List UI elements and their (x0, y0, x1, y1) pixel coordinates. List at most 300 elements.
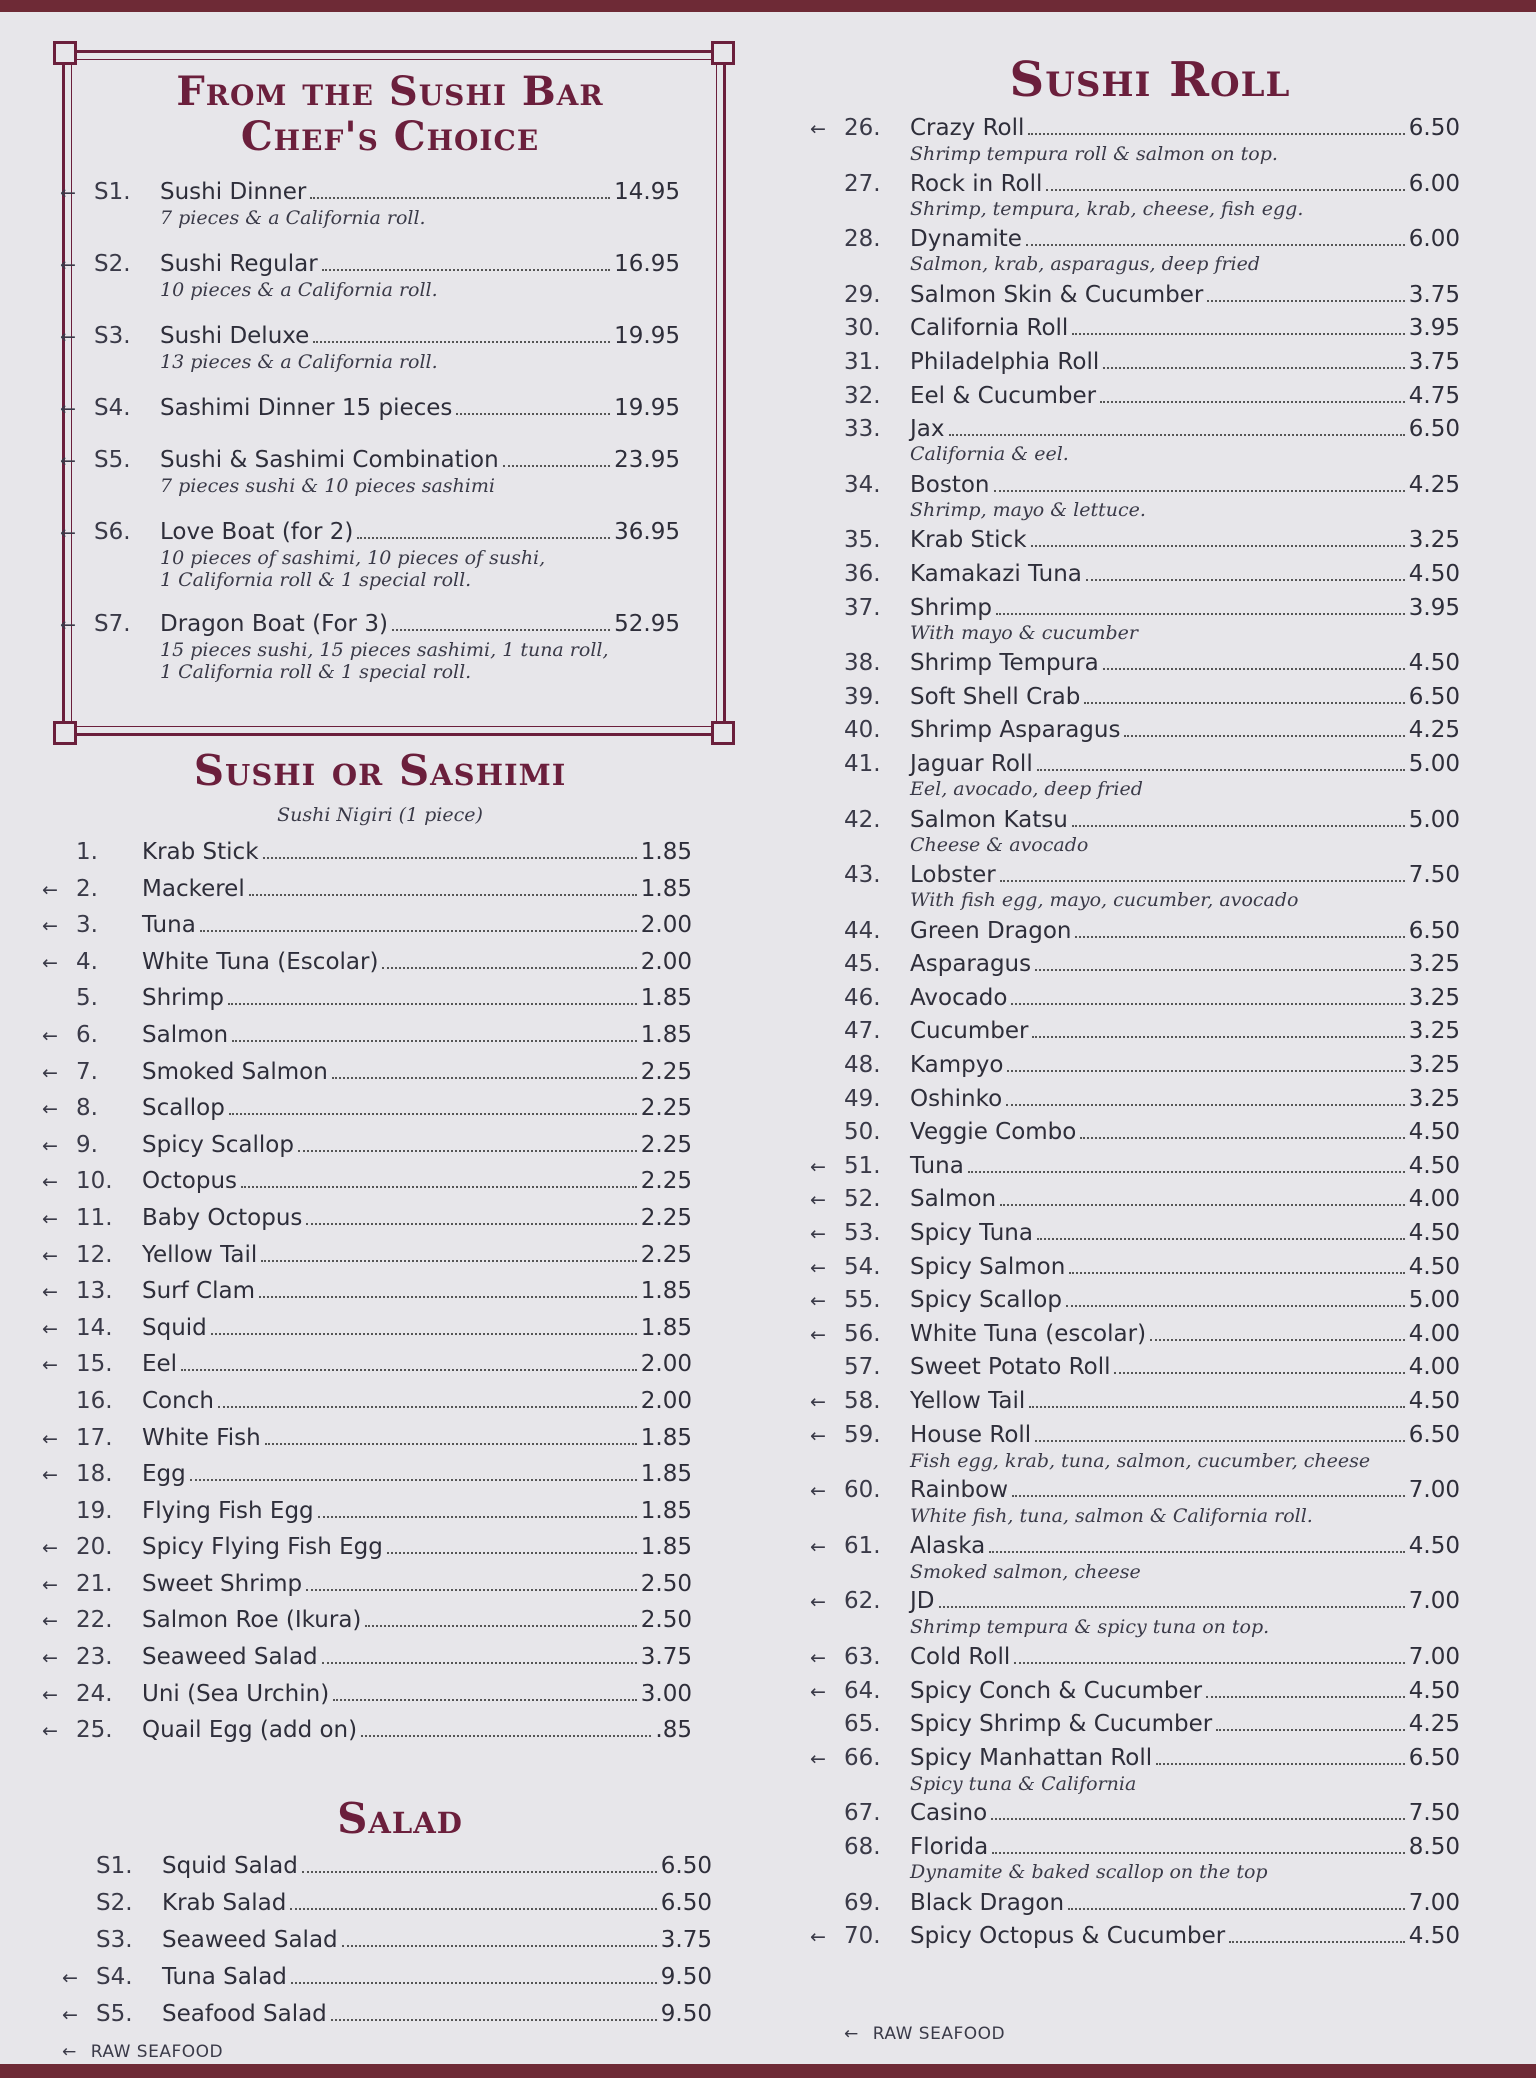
item-name: Krab Stick (142, 839, 259, 865)
raw-marker-icon: ← (42, 1207, 58, 1230)
item-number: S4. (96, 1964, 133, 1990)
menu-item (810, 560, 1460, 594)
item-price: 3.25 (1408, 984, 1460, 1011)
item-price: 2.50 (640, 1607, 692, 1634)
raw-marker-icon: ← (810, 1223, 826, 1246)
item-number: 37. (844, 594, 881, 621)
menu-item (42, 1277, 692, 1314)
menu-item (810, 1833, 1460, 1889)
menu-item-row (810, 1587, 1460, 1616)
raw-marker-icon: ← (810, 1424, 826, 1447)
raw-marker-icon: ← (810, 1323, 826, 1346)
leader-dots (1014, 1662, 1405, 1664)
item-description: Eel, avocado, deep fried (910, 777, 1143, 800)
item-name: Spicy Tuna (910, 1220, 1033, 1247)
menu-item (42, 1643, 692, 1680)
item-description: White fish, tuna, salmon & California roll. (910, 1505, 1313, 1528)
item-name: White Fish (142, 1424, 261, 1451)
item-number: 8. (76, 1095, 98, 1122)
item-price: 4.50 (1408, 1119, 1460, 1146)
menu-item-row (62, 1852, 712, 1880)
menu-item (810, 1710, 1460, 1744)
menu-item (810, 225, 1460, 281)
item-description: With mayo & cucumber (910, 621, 1138, 644)
raw-marker-icon: ← (810, 1290, 826, 1313)
menu-item-row (60, 446, 680, 475)
item-name: Eel (142, 1351, 178, 1378)
menu-item-row (42, 1241, 692, 1270)
item-name: California Roll (910, 315, 1069, 342)
leader-dots (1103, 668, 1405, 670)
menu-item (810, 1219, 1460, 1253)
raw-marker-icon: ← (810, 1391, 826, 1413)
legend-label: RAW SEAFOOD (90, 2042, 224, 2062)
item-number: 57. (844, 1354, 881, 1381)
item-price: 1.85 (640, 1497, 692, 1524)
nigiri-list (42, 838, 692, 1753)
item-price: 1.85 (640, 1278, 692, 1305)
menu-item (42, 1606, 692, 1643)
menu-item-row (810, 1253, 1460, 1282)
menu-item (810, 1421, 1460, 1477)
menu-item-row (42, 1350, 692, 1379)
leader-dots (1103, 367, 1405, 369)
menu-item (810, 170, 1460, 226)
menu-item (42, 1021, 692, 1058)
item-number: 24. (76, 1680, 113, 1707)
item-number: S1. (96, 1853, 133, 1879)
item-price: 1.85 (640, 839, 692, 865)
menu-item-row (810, 1744, 1460, 1773)
item-price: 1.85 (640, 985, 692, 1012)
menu-item-row (60, 394, 680, 423)
item-price: 16.95 (614, 251, 680, 277)
item-price: 3.00 (640, 1680, 692, 1707)
raw-marker-icon: ← (42, 1464, 58, 1487)
item-number: S4. (94, 395, 131, 421)
item-number: 53. (844, 1220, 881, 1247)
item-price: 2.25 (640, 1204, 692, 1231)
menu-item (62, 1889, 712, 1926)
menu-item (42, 1058, 692, 1095)
menu-item (810, 984, 1460, 1018)
leader-dots (181, 1369, 637, 1371)
menu-item (810, 471, 1460, 527)
item-number: 7. (76, 1058, 98, 1085)
leader-dots (1080, 1137, 1404, 1139)
item-description: 7 pieces & a California roll. (160, 207, 426, 229)
item-number: 59. (844, 1421, 881, 1448)
leader-dots (261, 1260, 637, 1262)
raw-marker-icon: ← (62, 1967, 78, 1989)
menu-item (62, 1852, 712, 1889)
menu-item (60, 394, 680, 446)
leader-dots (503, 465, 610, 467)
item-name: Black Dragon (910, 1889, 1065, 1916)
raw-marker-icon: ← (60, 326, 76, 348)
leader-dots (392, 629, 610, 631)
leader-dots (342, 1945, 657, 1947)
leader-dots (1000, 1204, 1405, 1206)
menu-item-row (62, 1889, 712, 1917)
item-name: White Tuna (escolar) (910, 1320, 1147, 1347)
item-price: 4.50 (1408, 1923, 1460, 1950)
item-price: 2.25 (640, 1095, 692, 1122)
item-description: 1 California roll & 1 special roll. (160, 661, 472, 683)
raw-marker-icon: ← (810, 1591, 826, 1614)
item-price: 2.25 (640, 1058, 692, 1085)
item-name: Salmon Katsu (910, 806, 1068, 833)
item-price: 5.00 (1408, 1287, 1460, 1314)
menu-item-row (810, 1677, 1460, 1706)
raw-marker-icon: ← (60, 450, 76, 472)
menu-item-row (60, 518, 680, 547)
item-name: Kamakazi Tuna (910, 560, 1082, 587)
item-price: 4.50 (1408, 1388, 1460, 1414)
item-description: Shrimp, tempura, krab, cheese, fish egg. (910, 197, 1304, 220)
item-price: 14.95 (614, 179, 680, 205)
menu-item-row (810, 750, 1460, 778)
raw-marker-icon: ← (42, 1354, 58, 1377)
leader-dots (1114, 1372, 1404, 1374)
item-name: Krab Stick (910, 527, 1027, 554)
rolls-title: Sushi Roll (1009, 52, 1291, 108)
item-name: Rock in Roll (910, 170, 1043, 197)
item-price: 4.50 (1408, 1220, 1460, 1247)
item-number: 35. (844, 527, 881, 554)
item-name: Boston (910, 471, 990, 498)
item-number: 31. (844, 348, 881, 375)
menu-item (810, 1476, 1460, 1532)
menu-item-row (810, 950, 1460, 978)
menu-item (810, 314, 1460, 348)
menu-item (42, 948, 692, 985)
chef-title-line1: From the Sushi Bar (176, 68, 604, 115)
menu-item-row (810, 1085, 1460, 1113)
item-price: 5.00 (1408, 806, 1460, 833)
leader-dots (1066, 1305, 1405, 1307)
item-price: 6.50 (1408, 917, 1460, 944)
leader-dots (1156, 1763, 1405, 1765)
item-number: S1. (94, 179, 131, 205)
item-name: Squid (142, 1314, 207, 1341)
raw-marker-icon: ← (42, 1537, 58, 1560)
item-number: 16. (76, 1387, 113, 1414)
item-number: 58. (844, 1388, 881, 1414)
item-price: 19.95 (614, 323, 680, 349)
corner-ornament (711, 41, 735, 65)
item-description: 1 California roll & 1 special roll. (160, 569, 472, 591)
item-name: Salmon (910, 1186, 997, 1213)
item-number: 21. (76, 1570, 113, 1597)
item-description: Shrimp tempura roll & salmon on top. (910, 143, 1278, 165)
item-name: Seaweed Salad (162, 1927, 338, 1953)
item-price: 2.25 (640, 1168, 692, 1195)
menu-item (810, 1118, 1460, 1152)
leader-dots (1072, 333, 1404, 335)
item-number: 26. (844, 115, 881, 141)
item-price: .85 (655, 1717, 692, 1744)
item-description: Fish egg, krab, tuna, salmon, cucumber, cheese (910, 1449, 1371, 1472)
raw-marker-icon: ← (42, 951, 58, 974)
item-name: Scallop (142, 1095, 225, 1122)
raw-marker-icon: ← (42, 1098, 58, 1121)
item-name: Spicy Conch & Cucumber (910, 1677, 1203, 1704)
item-price: 4.25 (1408, 1711, 1460, 1738)
menu-item-row (810, 471, 1460, 499)
menu-item (810, 526, 1460, 560)
menu-item (810, 1532, 1460, 1588)
raw-marker-icon: ← (810, 1680, 826, 1703)
menu-item (810, 917, 1460, 951)
item-description: 10 pieces of sashimi, 10 pieces of sushi, (160, 547, 546, 569)
leader-dots (241, 1186, 637, 1188)
item-number: 68. (844, 1833, 881, 1860)
leader-dots (1229, 1941, 1405, 1943)
chef-title-line2: Chef's Choice (240, 113, 540, 160)
menu-item-row (42, 1643, 692, 1672)
item-number: S5. (94, 447, 131, 473)
menu-item (42, 838, 692, 875)
item-number: 23. (76, 1644, 113, 1671)
menu-item (42, 1497, 692, 1534)
item-price: 3.25 (1408, 1052, 1460, 1079)
item-price: 2.00 (640, 1387, 692, 1414)
item-number: 5. (76, 985, 98, 1012)
item-name: Shrimp Asparagus (910, 717, 1121, 744)
menu-item-row (62, 1963, 712, 1992)
raw-marker-icon: ← (60, 254, 76, 276)
item-price: 6.50 (660, 1890, 712, 1916)
menu-item-row (60, 610, 680, 639)
raw-marker-icon: ← (42, 1427, 58, 1450)
raw-seafood-legend (844, 2024, 1005, 2044)
leader-dots (200, 930, 637, 932)
menu-item (810, 1587, 1460, 1643)
menu-item-row (42, 1314, 692, 1343)
item-number: S5. (96, 2001, 133, 2027)
leader-dots (306, 1223, 636, 1225)
item-name: Spicy Salmon (910, 1253, 1066, 1280)
leader-dots (265, 1443, 637, 1445)
item-price: 3.95 (1408, 315, 1460, 342)
item-description: 13 pieces & a California roll. (160, 351, 438, 373)
raw-marker-icon: ← (42, 1134, 58, 1157)
raw-marker-icon: ← (810, 1747, 826, 1770)
raw-marker-icon: ← (810, 1256, 826, 1279)
menu-item-row (810, 1889, 1460, 1917)
item-price: 4.25 (1408, 717, 1460, 744)
item-name: Yellow Tail (142, 1241, 258, 1268)
menu-item-row (810, 314, 1460, 342)
menu-item-row (62, 1926, 712, 1954)
item-price: 1.85 (640, 1461, 692, 1488)
menu-item (42, 1241, 692, 1278)
menu-item (42, 1350, 692, 1387)
leader-dots (1035, 1440, 1405, 1442)
item-description: Cheese & avocado (910, 833, 1089, 856)
item-name: Green Dragon (910, 917, 1072, 944)
leader-dots (331, 2019, 657, 2021)
menu-item (810, 1643, 1460, 1677)
menu-item-row (42, 1021, 692, 1050)
raw-marker-icon: ← (810, 1155, 826, 1178)
menu-item (810, 1152, 1460, 1186)
menu-item-row (810, 1532, 1460, 1561)
leader-dots (228, 1003, 637, 1005)
raw-marker-icon: ← (60, 522, 76, 544)
leader-dots (332, 1077, 637, 1079)
leader-dots (333, 1699, 637, 1701)
menu-item-row (42, 1058, 692, 1087)
raw-marker-icon: ← (844, 2024, 859, 2044)
item-price: 2.00 (640, 1351, 692, 1378)
item-price: 1.85 (640, 1021, 692, 1048)
item-price: 6.00 (1408, 170, 1460, 197)
menu-item-row (42, 1131, 692, 1160)
raw-marker-icon: ← (810, 1646, 826, 1669)
raw-marker-icon: ← (42, 1061, 58, 1084)
raw-marker-icon: ← (62, 2004, 78, 2026)
menu-item (810, 114, 1460, 170)
item-name: Egg (142, 1461, 186, 1488)
item-name: Cold Roll (910, 1643, 1011, 1670)
item-number: 19. (76, 1497, 113, 1524)
item-name: Shrimp (910, 594, 993, 621)
raw-marker-icon: ← (42, 1281, 58, 1304)
item-description: Shrimp, mayo & lettuce. (910, 498, 1146, 521)
leader-dots (263, 857, 637, 859)
leader-dots (306, 1589, 637, 1591)
item-name: Seaweed Salad (142, 1644, 318, 1671)
item-price: 6.50 (660, 1853, 712, 1879)
item-name: Octopus (142, 1168, 237, 1195)
item-number: 33. (844, 416, 881, 443)
menu-item-row (60, 178, 680, 207)
item-price: 2.25 (640, 1131, 692, 1158)
leader-dots (456, 413, 610, 415)
item-number: 44. (844, 917, 881, 944)
menu-item-row (810, 1286, 1460, 1315)
item-description: Spicy tuna & California (910, 1772, 1137, 1795)
menu-item (60, 322, 680, 394)
leader-dots (1000, 880, 1405, 882)
item-name: Conch (142, 1387, 214, 1414)
leader-dots (357, 537, 610, 539)
menu-item-row (810, 1710, 1460, 1738)
menu-item-row (42, 984, 692, 1012)
leader-dots (1072, 825, 1405, 827)
leader-dots (1035, 969, 1405, 971)
menu-item (42, 1131, 692, 1168)
menu-item-row (810, 560, 1460, 588)
menu-item (42, 1570, 692, 1607)
leader-dots (994, 490, 1405, 492)
item-description: Salmon, krab, asparagus, deep fried (910, 253, 1261, 276)
item-number: 48. (844, 1052, 881, 1079)
menu-item (42, 1424, 692, 1461)
item-name: Flying Fish Egg (142, 1497, 314, 1524)
item-price: 7.00 (1408, 1477, 1460, 1504)
menu-item-row (810, 806, 1460, 834)
menu-item-row (810, 1833, 1460, 1861)
item-number: 29. (844, 281, 881, 308)
menu-item-row (810, 1320, 1460, 1349)
menu-item-row (42, 1277, 692, 1306)
item-number: S3. (96, 1927, 133, 1953)
menu-item (60, 178, 680, 250)
item-description: Shrimp tempura & spicy tuna on top. (910, 1616, 1270, 1639)
leader-dots (291, 1982, 657, 1984)
leader-dots (290, 1908, 656, 1910)
item-name: Dynamite (910, 226, 1022, 253)
item-price: 4.75 (1408, 382, 1460, 409)
menu-item-row (42, 875, 692, 904)
menu-item (810, 348, 1460, 382)
item-price: 2.25 (640, 1241, 692, 1268)
item-name: Casino (910, 1800, 988, 1827)
item-name: Tuna (910, 1152, 964, 1179)
raw-marker-icon: ← (60, 614, 76, 636)
item-price: 4.00 (1408, 1354, 1460, 1381)
item-price: 3.25 (1408, 527, 1460, 554)
menu-item (810, 1353, 1460, 1387)
leader-dots (1026, 244, 1405, 246)
item-number: 34. (844, 471, 881, 498)
item-number: S2. (96, 1890, 133, 1916)
menu-item (810, 1889, 1460, 1923)
menu-item (62, 2000, 712, 2037)
menu-item-row (810, 1353, 1460, 1381)
item-price: 19.95 (614, 395, 680, 421)
item-price: 8.50 (1408, 1833, 1460, 1860)
menu-page (0, 12, 1536, 2064)
item-number: S7. (94, 611, 131, 637)
menu-item-row (810, 1219, 1460, 1248)
item-name: Spicy Octopus & Cucumber (910, 1923, 1226, 1950)
item-price: 4.00 (1408, 1320, 1460, 1347)
item-number: 46. (844, 984, 881, 1011)
leader-dots (1068, 1908, 1405, 1910)
item-number: 65. (844, 1711, 881, 1738)
menu-item-row (42, 1387, 692, 1415)
menu-item (42, 1314, 692, 1351)
salad-list (62, 1852, 712, 2037)
item-number: 43. (844, 862, 881, 889)
leader-dots (1046, 189, 1404, 191)
item-number: 2. (76, 875, 98, 902)
item-number: 9. (76, 1131, 98, 1158)
item-name: Mackerel (142, 875, 245, 902)
raw-marker-icon: ← (810, 1480, 826, 1503)
leader-dots (310, 197, 610, 199)
leader-dots (322, 1662, 637, 1664)
item-number: 52. (844, 1186, 881, 1213)
item-price: 1.85 (640, 1314, 692, 1341)
menu-item-row (810, 917, 1460, 945)
item-price: 1.85 (640, 1424, 692, 1451)
item-price: 4.50 (1408, 1152, 1460, 1179)
nigiri-subtitle: Sushi Nigiri (1 piece) (277, 804, 483, 826)
item-name: Quail Egg (add on) (142, 1717, 358, 1744)
item-name: Avocado (910, 984, 1008, 1011)
item-number: 41. (844, 750, 881, 777)
item-name: Spicy Manhattan Roll (910, 1744, 1153, 1771)
item-price: 7.00 (1408, 1588, 1460, 1615)
menu-item (42, 1716, 692, 1753)
item-price: 2.50 (640, 1570, 692, 1597)
menu-item-row (810, 281, 1460, 309)
